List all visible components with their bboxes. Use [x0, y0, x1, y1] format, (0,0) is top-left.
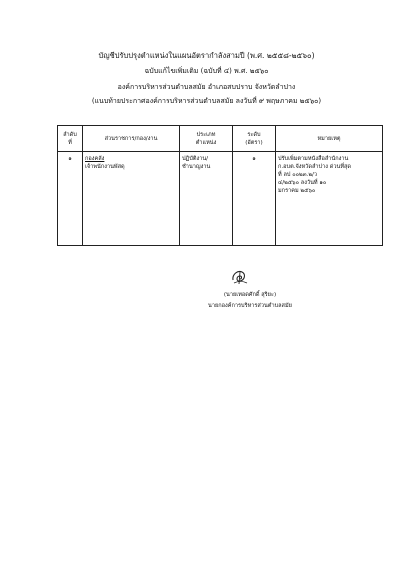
header-qty: ระดับ (อัตรา): [233, 126, 276, 152]
document-subtitle: ฉบับแก้ไขเพิ่มเติม (ฉบับที่ ๔) พ.ศ. ๒๕๖๐: [144, 67, 269, 75]
header-type: ประเภท ตำแหน่ง: [180, 126, 233, 152]
cell-position: [83, 152, 180, 246]
signature-mark: [230, 268, 250, 286]
table-header-row: [58, 126, 383, 152]
position-label: เจ้าพนักงานพัสดุ: [85, 164, 125, 170]
position-table: [57, 125, 383, 246]
signer-name: (นายเทอดศักดิ์ สุริยะ): [223, 292, 277, 298]
cell-no: ๑: [58, 152, 83, 246]
cell-qty: ๑: [233, 152, 276, 246]
signer-title: นายกองค์การบริหารส่วนตำบลสมัย: [208, 303, 292, 309]
cell-type: ปฏิบัติงาน/ ชำนาญงาน: [180, 152, 233, 246]
cell-remark: ปรับเพิ่มตามหนังสือสำนักงาน ก.อบต.จังหวัดลำปาง ด่วนที่สุด ที่ ลป ๐๐๒๓.๒/ว ๔/๒๕๖๐ ลงวันที่ ๑๐ มกราคม ๒๕๖๐: [276, 152, 383, 246]
department-label: กองคลัง: [85, 156, 105, 162]
table-row: [58, 152, 383, 246]
header-no: ลำดับ ที่: [58, 126, 83, 152]
header-position: ส่วนราชการ/กอง/งาน: [83, 126, 180, 152]
header-remark: หมายเหตุ: [276, 126, 383, 152]
organization-line: องค์การบริหารส่วนตำบลสมัย อำเภอสบปราบ จังหวัดลำปาง: [117, 83, 296, 91]
document-title: บัญชีปรับปรุงตำแหน่งในแผนอัตรากำลังสามปี (พ.ศ. ๒๕๕๘-๒๕๖๐): [98, 51, 315, 60]
attachment-note: (แนบท้ายประกาศองค์การบริหารส่วนตำบลสมัย ลงวันที่ ๙ พฤษภาคม ๒๕๖๐): [91, 97, 322, 105]
